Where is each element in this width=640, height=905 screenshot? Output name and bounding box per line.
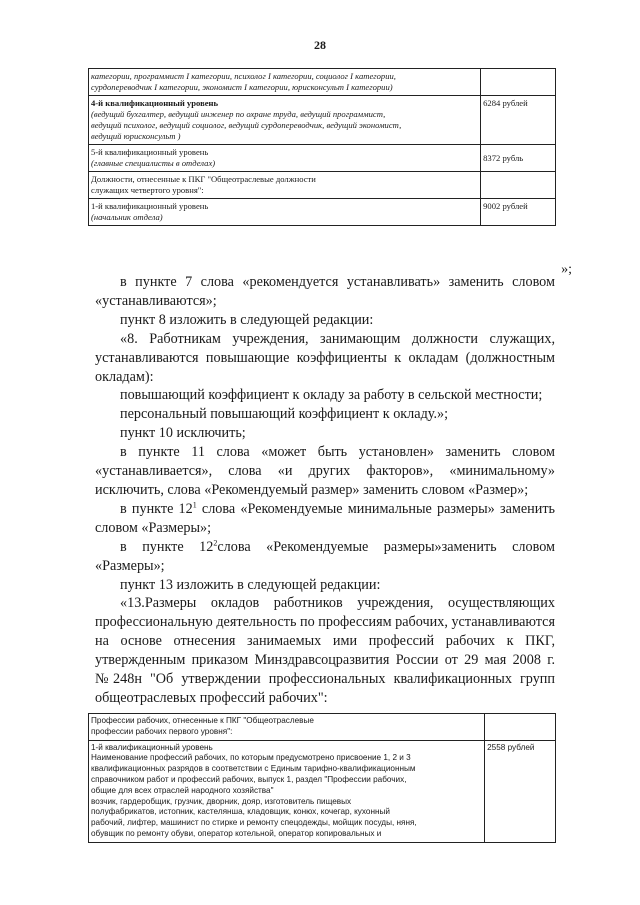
paragraph	[95, 538, 555, 576]
table-row	[89, 199, 556, 226]
table-cell	[89, 199, 481, 226]
salary-table-top	[88, 68, 556, 226]
cell-line: профессии рабочих первого уровня":	[91, 726, 233, 736]
paragraph: «13.Размеры окладов работников учреждения, осуществляющих профессиональную деятельность по профессиям рабочих, устанавливаются на основе отнесения занимаемых ими профессий рабочих к ПКГ, утвержденным приказом Минздравсоцразвития России от 29 мая 2008 г. №248н "Об утверждении профессиональных квалификационных групп общеотраслевых профессий рабочих":	[95, 595, 555, 706]
table-cell-value: 6284 рублей	[481, 96, 556, 145]
paragraph: повышающий коэффициент к окладу за работу в сельской местности;	[120, 387, 543, 404]
paragraph: «8. Работникам учреждения, занимающим должности служащих, устанавливаются повышающие коэффициенты к окладам (должностным окладам):	[95, 330, 555, 385]
table-cell	[89, 96, 481, 145]
paragraph: в пункте 11 слова «может быть установлен» заменить словом «устанавливается», слова «и других факторов», «минимальному» исключить, слова «Рекомендуемый размер» заменить словом «Размер»;	[95, 444, 555, 498]
cell-line: служащих четвертого уровня":	[91, 185, 204, 195]
table-cell	[89, 69, 481, 96]
superscript: 2	[213, 537, 218, 547]
superscript: 1	[192, 500, 197, 510]
cell-line: 1-й квалификационный уровень	[91, 742, 213, 752]
cell-line: общие для всех отраслей народного хозяйства"	[91, 785, 274, 795]
cell-line: обувщик по ремонту обуви, оператор котельной, оператор копировальных и	[91, 828, 382, 838]
closing-quote: »;	[561, 262, 572, 277]
table-row	[89, 714, 556, 741]
paragraph: пункт 10 исключить;	[120, 425, 246, 442]
page-number: 28	[314, 38, 326, 52]
table-row	[89, 69, 556, 96]
table-row	[89, 172, 556, 199]
cell-line: возчик, гардеробщик, грузчик, дворник, дояр, изготовитель пищевых	[91, 796, 352, 806]
table-cell	[89, 714, 485, 741]
paragraph: пункт 13 изложить в следующей редакции:	[120, 576, 381, 593]
cell-line: ведущий психолог, ведущий социолог, ведущий сурдопереводчик, ведущий экономист,	[91, 120, 402, 130]
cell-line: ведущий юрисконсульт )	[91, 131, 181, 141]
paragraph-part: в пункте 12	[120, 538, 214, 555]
cell-line: рабочий, лифтер, машинист по стирке и ремонту спецодежды, мойщик посуды, няня,	[91, 818, 417, 828]
table-row	[89, 145, 556, 172]
cell-line: (ведущий бухгалтер, ведущий инженер по охране труда, ведущий программист,	[91, 109, 386, 119]
cell-line: категории, программист I категории, психолог I категории, социолог I категории,	[91, 71, 396, 81]
table-cell-value	[481, 172, 556, 199]
cell-line: квалификационных разрядов в соответствии с Единым тарифно-квалификационным	[91, 764, 416, 774]
cell-title: 1-й квалификационный уровень	[91, 201, 209, 211]
paragraph-part: слова «Рекомендуемые размеры»заменить словом «Размеры»;	[95, 538, 555, 574]
paragraph	[95, 500, 555, 538]
table-row	[89, 96, 556, 145]
table-cell-value: 9002 рублей	[481, 199, 556, 226]
table-cell-value	[485, 714, 556, 741]
cell-line: полуфабрикатов, истопник, кастелянша, кладовщик, конюх, кочегар, кухонный	[91, 807, 390, 817]
table-cell	[89, 172, 481, 199]
document-body	[95, 273, 555, 708]
table-cell-value: 8372 рубль	[481, 145, 556, 172]
table-cell	[89, 740, 485, 842]
cell-line: (начальник отдела)	[91, 212, 163, 222]
paragraph-part: слова «Рекомендуемые минимальные размеры» заменить словом «Размеры»;	[95, 500, 555, 536]
paragraph: персональный повышающий коэффициент к окладу.»;	[120, 406, 449, 423]
table-row	[89, 740, 556, 842]
cell-title: 5-й квалификационный уровень	[91, 147, 209, 157]
table-cell-value: 2558 рублей	[485, 740, 556, 842]
cell-line: (главные специалисты в отделах)	[91, 158, 216, 168]
salary-table-workers	[88, 713, 556, 843]
cell-line: Профессии рабочих, отнесенные к ПКГ "Общеотраслевые	[91, 716, 314, 725]
cell-title: Должности, отнесенные к ПКГ "Общеотраслевые должности	[91, 174, 316, 184]
paragraph: в пункте 7 слова «рекомендуется устанавливать» заменить словом «устанавливаются»;	[95, 274, 555, 309]
cell-title: 4-й квалификационный уровень	[91, 98, 219, 108]
cell-line: сурдопереводчик I категории, экономист I категории, юрисконсульт I категории)	[91, 82, 393, 92]
paragraph: пункт 8 изложить в следующей редакции:	[120, 311, 374, 328]
table-cell	[89, 145, 481, 172]
paragraph-part: в пункте 12	[120, 500, 193, 517]
cell-line: справочником работ и профессий рабочих, выпуск 1, раздел "Профессии рабочих,	[91, 774, 407, 784]
table-cell-value	[481, 69, 556, 96]
cell-line: Наименование профессий рабочих, по которым предусмотрено присвоение 1, 2 и 3	[91, 753, 411, 763]
